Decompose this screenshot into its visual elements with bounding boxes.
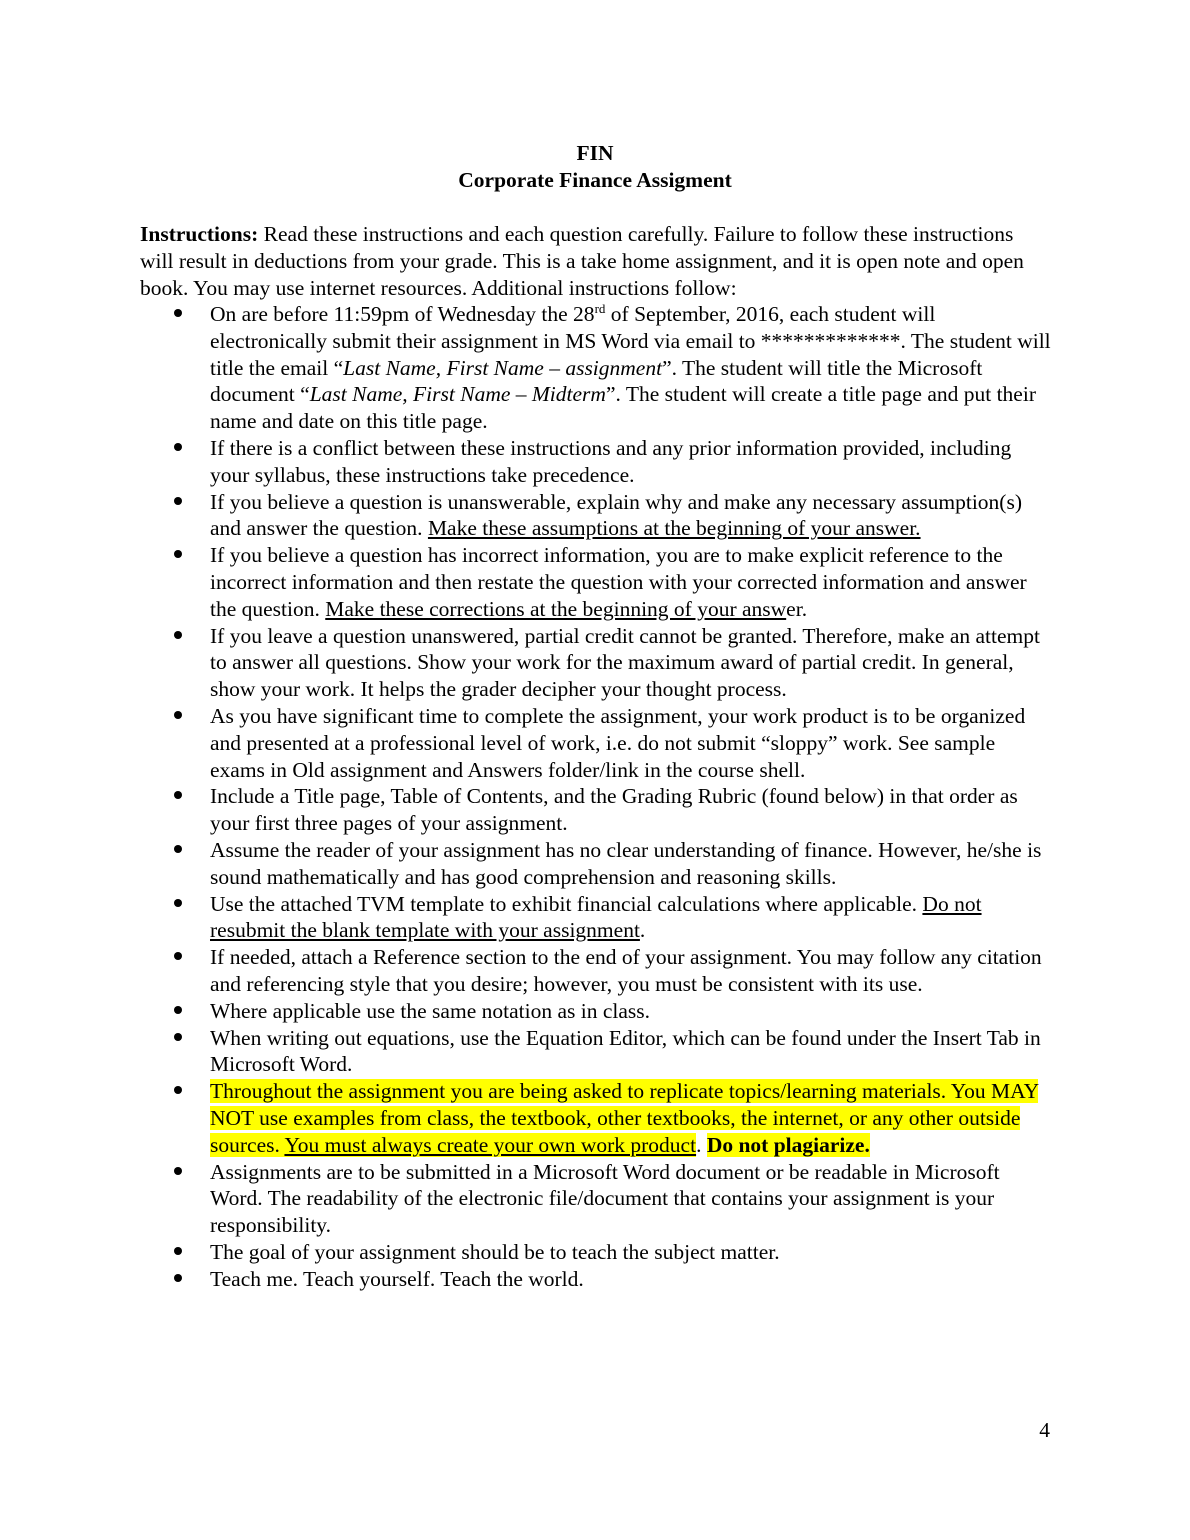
list-item-professional <box>140 703 1052 783</box>
bullet-icon <box>174 443 182 451</box>
list-item-deadline <box>140 301 1052 435</box>
bullet-icon <box>174 1086 182 1094</box>
document-title: Corporate Finance Assigment <box>458 168 732 192</box>
bullet-icon <box>174 1247 182 1255</box>
underlined-note: You must always create your own work product <box>284 1132 697 1157</box>
item-text: Use the attached TVM template to exhibit financial calculations where applicable. <box>210 891 923 916</box>
list-item-notation <box>140 998 1052 1025</box>
item-text: Include a Title page, Table of Contents, and the Grading Rubric (found below) in that order as your first three pages of your assignment. <box>210 784 1018 836</box>
bullet-icon <box>174 1033 182 1041</box>
list-item-references <box>140 944 1052 998</box>
list-item-conflict <box>140 435 1052 489</box>
bullet-icon <box>174 497 182 505</box>
item-text: If you believe a question is unanswerable, explain why and make any necessary assumption(s) and answer the question. <box>210 489 1022 541</box>
item-text: If needed, attach a Reference section to the end of your assignment. You may follow any citation and referencing style that you desire; however, you must be consistent with its use. <box>210 945 1042 996</box>
list-item-incorrect-info <box>140 542 1052 622</box>
item-text: Throughout the assignment you are being asked to replicate topics/learning materials. You MAY NOT use examples from class, the textbook, other textbooks, the internet, or any other outside sources. <box>210 1079 1039 1157</box>
instructions-text: Read these instructions and each question carefully. Failure to follow these instructions will result in deductions from your grade. This is a take home assignment, and it is open note and open book. You may use internet resources. Additional instructions follow: <box>140 222 1024 300</box>
bullet-icon <box>174 845 182 853</box>
item-text: As you have significant time to complete the assignment, your work product is to be organized and presented at a professional level of work, i.e. do not submit “sloppy” work. See sample exams in Old assignment and Answers folder/link in the course shell. <box>210 703 1026 782</box>
item-text: When writing out equations, use the Equation Editor, which can be found under the Insert Tab in Microsoft Word. <box>210 1025 1041 1077</box>
instructions-list <box>140 301 1052 1292</box>
page-number: 4 <box>1039 1418 1050 1442</box>
bullet-icon <box>174 309 182 317</box>
bullet-icon <box>174 899 182 907</box>
bullet-icon <box>174 711 182 719</box>
highlighted-text <box>210 1079 1038 1157</box>
bullet-icon <box>174 550 182 558</box>
list-item-reader <box>140 837 1052 891</box>
bold-warning: Do not plagiarize. <box>706 1132 870 1157</box>
item-text: ”. The student will create a title page and put their name and date on this title page. <box>210 382 1036 434</box>
item-text: Assignments are to be submitted in a Microsoft Word document or be readable in Microsoft Word. The readability of the electronic file/document that contains your assignment is your responsibility. <box>210 1159 1000 1238</box>
item-text: of September, 2016, each student will electronically submit their assignment in MS Word via email to *************. The student will title the email “ <box>210 302 1051 380</box>
item-text: Where applicable use the same notation as in class. <box>210 998 650 1023</box>
list-item-title-page <box>140 783 1052 837</box>
course-code: FIN <box>576 141 614 165</box>
item-text: ”. The student will title the Microsoft document “ <box>210 355 983 407</box>
list-item-teach <box>140 1266 1052 1293</box>
bullet-icon <box>174 631 182 639</box>
ordinal-superscript: rd <box>594 300 606 316</box>
item-text: Teach me. Teach yourself. Teach the world. <box>210 1266 584 1291</box>
underlined-note: Make these assumptions at the beginning of your answer. <box>427 516 921 541</box>
bullet-icon <box>174 1006 182 1014</box>
item-text: On are before 11:59pm of Wednesday the 28 <box>210 302 595 326</box>
document-title-format: Last Name, First Name – Midterm <box>309 382 606 407</box>
email-title-format: Last Name, First Name – assignment <box>343 355 663 380</box>
list-item-word-format <box>140 1159 1052 1239</box>
list-item-unanswerable <box>140 489 1052 543</box>
list-item-goal <box>140 1239 1052 1266</box>
list-item-equation-editor <box>140 1025 1052 1079</box>
item-text: If you believe a question has incorrect information, you are to make explicit reference to the incorrect information and then restate the question with your corrected information and answer the question. <box>210 543 1027 621</box>
item-text: er. <box>786 596 808 621</box>
bullet-icon <box>174 1167 182 1175</box>
instructions-intro <box>140 221 1052 301</box>
instructions-label: Instructions: <box>140 222 259 246</box>
item-text: The goal of your assignment should be to teach the subject matter. <box>210 1239 780 1264</box>
bullet-icon <box>174 952 182 960</box>
item-text: If you leave a question unanswered, partial credit cannot be granted. Therefore, make an attempt to answer all questions. Show your work for the maximum award of partial credit. In general, show your work. It helps the grader decipher your thought process. <box>210 623 1040 702</box>
underlined-note: Do not resubmit the blank template with your assignment <box>210 891 982 943</box>
item-text: Assume the reader of your assignment has no clear understanding of finance. However, he/she is sound mathematically and has good comprehension and reasoning skills. <box>210 837 1042 889</box>
list-item-plagiarism <box>140 1078 1052 1158</box>
list-item-tvm-template <box>140 891 1052 945</box>
bullet-icon <box>174 791 182 799</box>
item-text: If there is a conflict between these instructions and any prior information provided, including your syllabus, these instructions take precedence. <box>210 435 1012 487</box>
underlined-note: Make these corrections at the beginning of your answ <box>325 596 787 621</box>
item-text: . <box>696 1132 707 1157</box>
item-text: . <box>639 918 646 943</box>
list-item-partial-credit <box>140 623 1052 703</box>
bullet-icon <box>174 1274 182 1282</box>
